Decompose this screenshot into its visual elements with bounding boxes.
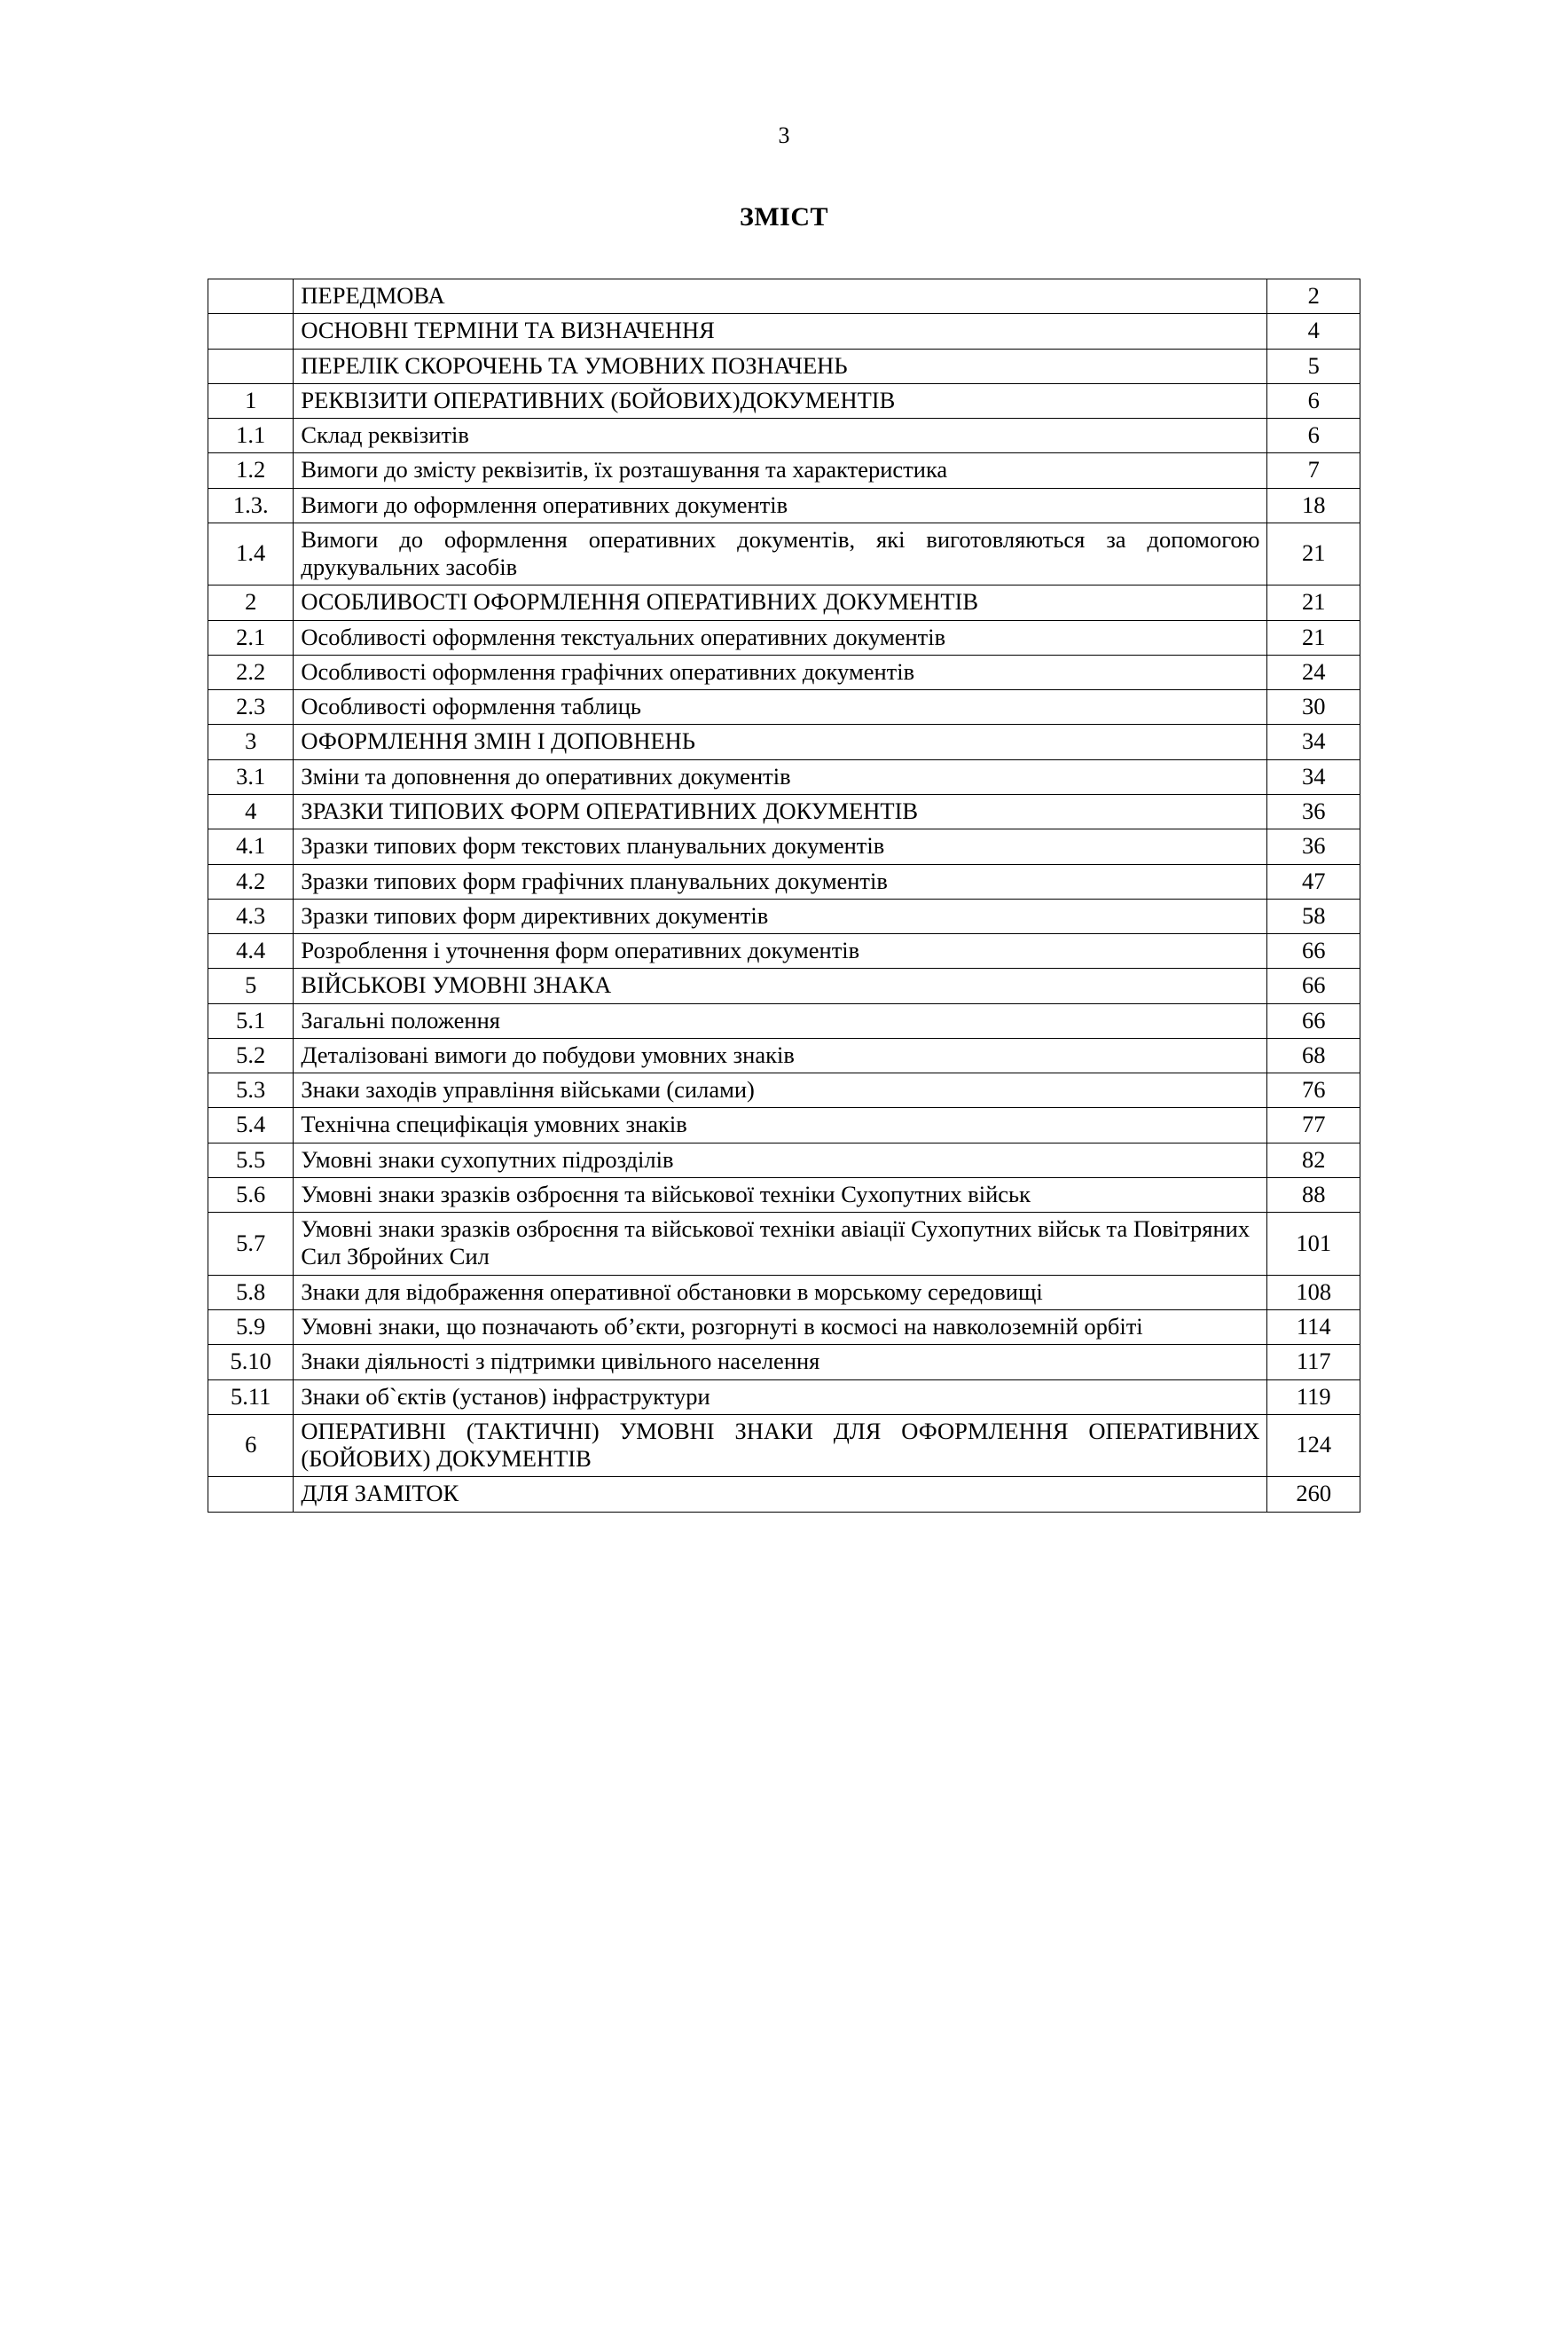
toc-item-number: 1: [208, 383, 294, 418]
toc-item-number: 5.4: [208, 1108, 294, 1143]
table-row: [208, 1073, 1360, 1108]
toc-item-title[interactable]: ДЛЯ ЗАМІТОК: [294, 1477, 1267, 1512]
table-row: [208, 349, 1360, 383]
table-row: [208, 1309, 1360, 1344]
toc-item-number: 4: [208, 794, 294, 829]
toc-item-page: 34: [1267, 759, 1360, 794]
toc-item-page: 36: [1267, 794, 1360, 829]
toc-item-page: 68: [1267, 1038, 1360, 1073]
page-number: 3: [778, 122, 790, 148]
table-row: [208, 969, 1360, 1003]
toc-table: [208, 279, 1360, 1513]
table-row: [208, 523, 1360, 586]
toc-item-page: 101: [1267, 1213, 1360, 1276]
toc-item-number: 3.1: [208, 759, 294, 794]
table-row: [208, 1108, 1360, 1143]
toc-item-number: 1.3.: [208, 488, 294, 523]
toc-item-page: 2: [1267, 279, 1360, 314]
toc-item-number: 4.4: [208, 934, 294, 969]
toc-item-title[interactable]: Умовні знаки сухопутних підрозділів: [294, 1143, 1267, 1177]
toc-item-page: 77: [1267, 1108, 1360, 1143]
toc-item-page: 21: [1267, 586, 1360, 620]
toc-item-number: [208, 314, 294, 349]
toc-item-page: 124: [1267, 1414, 1360, 1477]
toc-item-title[interactable]: ВІЙСЬКОВІ УМОВНІ ЗНАКА: [294, 969, 1267, 1003]
table-row: [208, 586, 1360, 620]
toc-item-number: 5.6: [208, 1177, 294, 1212]
toc-item-number: [208, 279, 294, 314]
toc-item-title[interactable]: Умовні знаки зразків озброєння та військової техніки Сухопутних військ: [294, 1177, 1267, 1212]
toc-item-number: [208, 349, 294, 383]
page-title: ЗМІСТ: [740, 202, 828, 232]
toc-item-page: 21: [1267, 620, 1360, 655]
table-row: [208, 794, 1360, 829]
table-row: [208, 1213, 1360, 1276]
toc-item-page: 24: [1267, 655, 1360, 689]
toc-item-page: 260: [1267, 1477, 1360, 1512]
table-row: [208, 453, 1360, 488]
toc-item-title[interactable]: Знаки об`єктів (установ) інфраструктури: [294, 1379, 1267, 1414]
toc-item-title[interactable]: Зразки типових форм директивних документів: [294, 899, 1267, 933]
toc-item-title[interactable]: ПЕРЕДМОВА: [294, 279, 1267, 314]
toc-table-body: [208, 279, 1360, 1513]
table-row: [208, 620, 1360, 655]
toc-item-title[interactable]: ЗРАЗКИ ТИПОВИХ ФОРМ ОПЕРАТИВНИХ ДОКУМЕНТІВ: [294, 794, 1267, 829]
toc-item-number: 5.1: [208, 1003, 294, 1038]
toc-item-page: 34: [1267, 725, 1360, 759]
toc-item-number: 5.7: [208, 1213, 294, 1276]
toc-item-number: 6: [208, 1414, 294, 1477]
toc-item-title[interactable]: ОСНОВНІ ТЕРМІНИ ТА ВИЗНАЧЕННЯ: [294, 314, 1267, 349]
table-row: [208, 1003, 1360, 1038]
toc-item-number: 5.3: [208, 1073, 294, 1108]
toc-item-title[interactable]: Деталізовані вимоги до побудови умовних знаків: [294, 1038, 1267, 1073]
toc-item-page: 21: [1267, 523, 1360, 586]
toc-item-title[interactable]: Вимоги до змісту реквізитів, їх розташування та характеристика: [294, 453, 1267, 488]
table-row: [208, 655, 1360, 689]
table-row: [208, 899, 1360, 933]
toc-item-title[interactable]: Зразки типових форм графічних планувальних документів: [294, 864, 1267, 899]
toc-item-page: 66: [1267, 969, 1360, 1003]
table-row: [208, 759, 1360, 794]
toc-item-title[interactable]: Вимоги до оформлення оперативних документів: [294, 488, 1267, 523]
toc-item-title[interactable]: Знаки діяльності з підтримки цивільного населення: [294, 1345, 1267, 1379]
table-row: [208, 1038, 1360, 1073]
toc-item-number: [208, 1477, 294, 1512]
toc-item-title[interactable]: Умовні знаки, що позначають об’єкти, розгорнуті в космосі на навколоземній орбіті: [294, 1309, 1267, 1344]
toc-item-number: 5.11: [208, 1379, 294, 1414]
table-row: [208, 314, 1360, 349]
toc-item-title[interactable]: Особливості оформлення таблиць: [294, 690, 1267, 725]
table-row: [208, 279, 1360, 314]
toc-item-number: 1.4: [208, 523, 294, 586]
toc-item-page: 47: [1267, 864, 1360, 899]
toc-item-number: 1.2: [208, 453, 294, 488]
toc-item-number: 3: [208, 725, 294, 759]
toc-item-title[interactable]: Знаки для відображення оперативної обстановки в морському середовищі: [294, 1275, 1267, 1309]
toc-item-number: 2.2: [208, 655, 294, 689]
toc-item-title[interactable]: Зміни та доповнення до оперативних документів: [294, 759, 1267, 794]
table-row: [208, 690, 1360, 725]
toc-item-page: 18: [1267, 488, 1360, 523]
toc-item-number: 2.3: [208, 690, 294, 725]
toc-item-page: 4: [1267, 314, 1360, 349]
toc-item-number: 5: [208, 969, 294, 1003]
toc-item-page: 58: [1267, 899, 1360, 933]
toc-item-title[interactable]: Умовні знаки зразків озброєння та військової техніки авіації Сухопутних військ та Повітряних Сил Збройних Сил: [294, 1213, 1267, 1276]
toc-item-number: 5.5: [208, 1143, 294, 1177]
toc-item-title[interactable]: ОФОРМЛЕННЯ ЗМІН І ДОПОВНЕНЬ: [294, 725, 1267, 759]
toc-item-title[interactable]: ОПЕРАТИВНІ (ТАКТИЧНІ) УМОВНІ ЗНАКИ ДЛЯ ОФОРМЛЕННЯ ОПЕРАТИВНИХ (БОЙОВИХ) ДОКУМЕНТІВ: [294, 1414, 1267, 1477]
toc-item-title[interactable]: Загальні положення: [294, 1003, 1267, 1038]
toc-item-number: 4.2: [208, 864, 294, 899]
toc-item-number: 5.8: [208, 1275, 294, 1309]
toc-item-title[interactable]: РЕКВІЗИТИ ОПЕРАТИВНИХ (БОЙОВИХ)ДОКУМЕНТІВ: [294, 383, 1267, 418]
toc-item-title[interactable]: Особливості оформлення графічних оперативних документів: [294, 655, 1267, 689]
table-of-contents: [0, 279, 1568, 1513]
table-row: [208, 1477, 1360, 1512]
table-row: [208, 864, 1360, 899]
toc-item-title[interactable]: Технічна специфікація умовних знаків: [294, 1108, 1267, 1143]
table-row: [208, 725, 1360, 759]
toc-item-page: 119: [1267, 1379, 1360, 1414]
toc-item-page: 6: [1267, 383, 1360, 418]
toc-item-page: 114: [1267, 1309, 1360, 1344]
toc-item-title[interactable]: Знаки заходів управління військами (силами): [294, 1073, 1267, 1108]
toc-item-page: 5: [1267, 349, 1360, 383]
table-row: [208, 1414, 1360, 1477]
toc-item-number: 4.1: [208, 829, 294, 864]
toc-item-number: 4.3: [208, 899, 294, 933]
toc-item-number: 2.1: [208, 620, 294, 655]
table-row: [208, 934, 1360, 969]
toc-item-page: 108: [1267, 1275, 1360, 1309]
toc-item-page: 36: [1267, 829, 1360, 864]
toc-item-number: 2: [208, 586, 294, 620]
toc-item-title[interactable]: Зразки типових форм текстових планувальних документів: [294, 829, 1267, 864]
toc-item-title[interactable]: Розроблення і уточнення форм оперативних документів: [294, 934, 1267, 969]
table-row: [208, 1345, 1360, 1379]
toc-item-number: 5.2: [208, 1038, 294, 1073]
toc-item-title[interactable]: Особливості оформлення текстуальних оперативних документів: [294, 620, 1267, 655]
toc-item-number: 5.10: [208, 1345, 294, 1379]
table-row: [208, 829, 1360, 864]
toc-item-title[interactable]: ПЕРЕЛІК СКОРОЧЕНЬ ТА УМОВНИХ ПОЗНАЧЕНЬ: [294, 349, 1267, 383]
table-row: [208, 419, 1360, 453]
toc-item-page: 88: [1267, 1177, 1360, 1212]
toc-item-page: 7: [1267, 453, 1360, 488]
toc-item-page: 66: [1267, 934, 1360, 969]
toc-item-number: 5.9: [208, 1309, 294, 1344]
toc-item-title[interactable]: Вимоги до оформлення оперативних документів, які виготовляються за допомогою друкувальних засобів: [294, 523, 1267, 586]
table-row: [208, 1379, 1360, 1414]
table-row: [208, 1143, 1360, 1177]
toc-item-page: 76: [1267, 1073, 1360, 1108]
document-page: [0, 124, 1568, 2342]
toc-item-title[interactable]: ОСОБЛИВОСТІ ОФОРМЛЕННЯ ОПЕРАТИВНИХ ДОКУМЕНТІВ: [294, 586, 1267, 620]
toc-item-page: 66: [1267, 1003, 1360, 1038]
toc-item-number: 1.1: [208, 419, 294, 453]
toc-item-page: 117: [1267, 1345, 1360, 1379]
toc-item-page: 82: [1267, 1143, 1360, 1177]
toc-item-title[interactable]: Склад реквізитів: [294, 419, 1267, 453]
table-row: [208, 1177, 1360, 1212]
table-row: [208, 1275, 1360, 1309]
toc-item-page: 6: [1267, 419, 1360, 453]
table-row: [208, 488, 1360, 523]
table-row: [208, 383, 1360, 418]
toc-item-page: 30: [1267, 690, 1360, 725]
